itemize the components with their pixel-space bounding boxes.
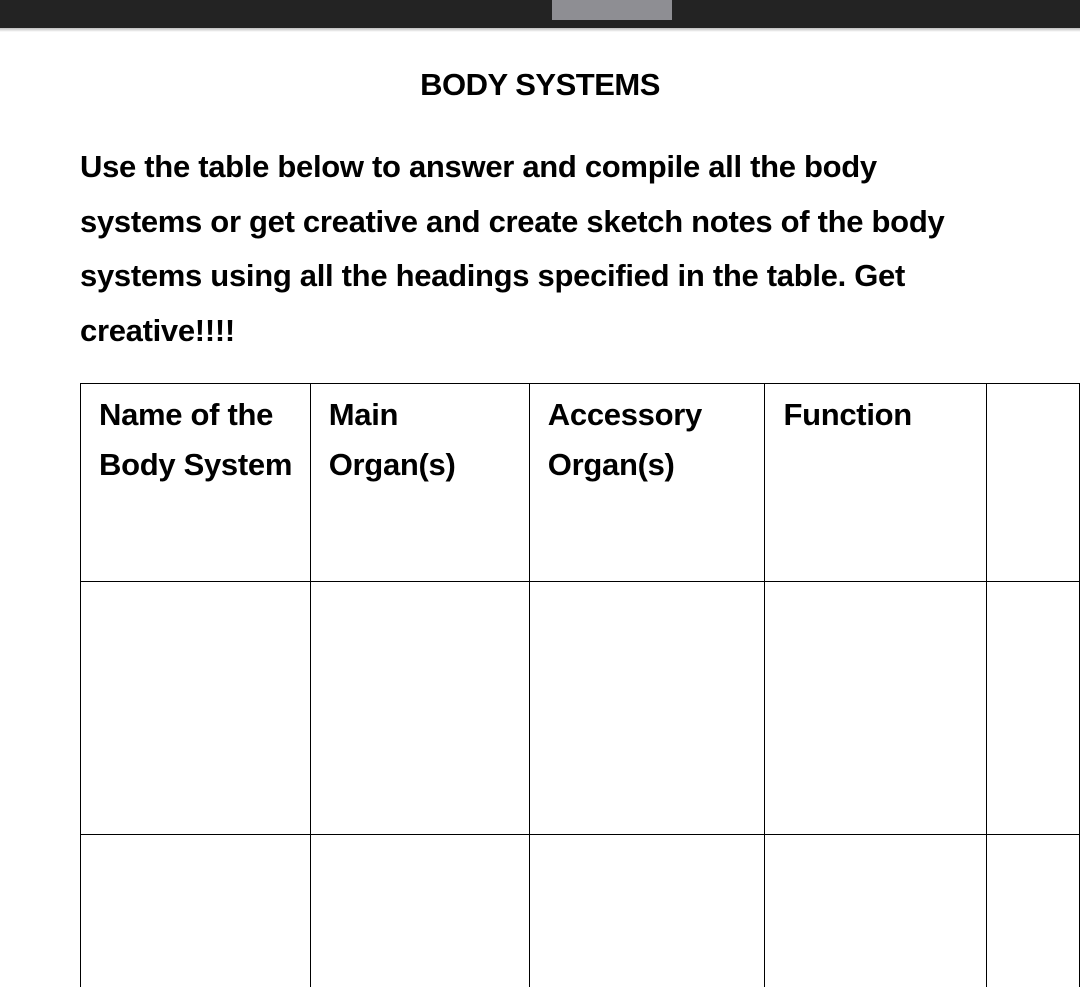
table-header-row [81,384,1080,582]
table-cell[interactable] [765,582,987,835]
table-row [81,835,1080,987]
instruction-line: Use the table below to answer and compile all the body [80,149,877,184]
header-line: Body System [99,447,293,482]
header-line: Function [783,397,912,432]
table-cell[interactable] [987,835,1080,987]
instructions-paragraph [80,140,1000,358]
header-accessory-organs [529,384,765,582]
viewer-toolbar [0,0,1080,28]
instruction-line: systems using all the headings specified in the table. Get [80,258,905,293]
header-line: Organ(s) [328,447,456,482]
instruction-line: creative!!!! [80,312,235,348]
horizontal-scroll-thumb[interactable] [552,0,672,20]
table-cell[interactable] [529,582,765,835]
header-line: Accessory [547,397,702,432]
table-cell[interactable] [529,835,765,987]
header-main-organs [310,384,529,582]
table-cell[interactable] [765,835,987,987]
table-cell[interactable] [81,582,311,835]
header-line: Organ(s) [547,447,675,482]
table-cell[interactable] [81,835,311,987]
body-systems-table [80,383,1080,987]
table-cell[interactable] [987,582,1080,835]
header-function [765,384,987,582]
header-line: Main [328,397,399,432]
header-body-system [81,384,311,582]
table-cell[interactable] [310,835,529,987]
document-title: BODY SYSTEMS [420,67,660,102]
table-row [81,582,1080,835]
header-extra-column [987,384,1080,582]
table-cell[interactable] [310,582,529,835]
header-line: Name of the [99,397,274,432]
toolbar-shadow [0,28,1080,32]
instruction-line: systems or get creative and create sketch notes of the body [80,203,945,239]
